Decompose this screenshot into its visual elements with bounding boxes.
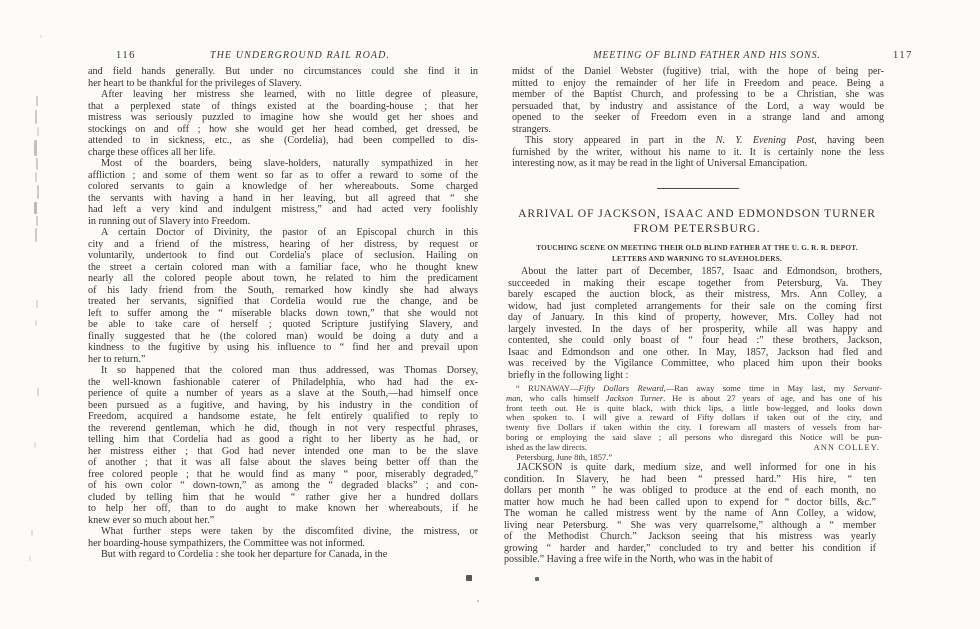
text-line: in running out of Slavery into Freedom.	[88, 215, 251, 227]
scan-artifact	[35, 172, 37, 182]
scan-artifact	[31, 530, 33, 536]
text-line: charge these offices all her life.	[88, 146, 216, 158]
scan-artifact	[37, 185, 39, 199]
text-line: After leaving her mistress she learned, with no little degree of pleasure,	[101, 89, 478, 100]
text-line: cluded by telling him that he would “ rather give her a hundred dollars	[88, 491, 478, 503]
page-number-left: 116	[116, 50, 136, 61]
text-line: left to suffer among the “ miserable blacks down town,” that she would not	[88, 307, 478, 319]
text-line: to help her off, than to do aught to make known her whereabouts, if he	[88, 503, 478, 514]
scan-artifact	[36, 96, 38, 106]
text-line: largely invested. In the days of her prosperity, while all was happy and	[508, 323, 882, 335]
text-line: “ RUNAWAY—Fifty Dollars Reward,—Ran away some time in May last, my Servant-	[516, 384, 882, 393]
section-subheading	[510, 243, 884, 264]
scan-artifact	[35, 228, 37, 242]
text-line: mistress was seriously puzzled to imagine how she would get her shoes and	[88, 112, 478, 123]
text-line: colored servants to gain a knowledge of her whereabouts. Some charged	[88, 181, 478, 192]
text-line: the street a certain colored man with a familiar face, who he thought knew	[88, 261, 478, 273]
text-line: JACKSON is quite dark, medium size, and well informed for one in his	[517, 462, 876, 473]
text-line: succeeded in making their escape together from Petersburg, Va. They	[508, 277, 882, 289]
notice-signature: ANN COLLEY.	[813, 442, 880, 452]
text-line: that a perplexed state of things existed at the boarding-house ; that her	[88, 100, 478, 112]
text-line: Petersburg, June 8th, 1857.”	[516, 452, 613, 462]
text-line: the well-known fashionable caterer of Philadelphia, who had had the ex-	[88, 376, 478, 388]
text-line: her heart to be thankful for the privileges of Slavery.	[88, 77, 302, 89]
text-line: kindness to the fugitive by using his influence to “ find her and prevail upon	[88, 342, 478, 353]
section-heading-line2: FROM PETERSBURG.	[633, 222, 761, 235]
text-line: contented, she could only boast of “ four head :” these brothers, Jackson,	[508, 335, 882, 346]
scan-artifact	[40, 35, 42, 38]
page-number-right: 117	[893, 50, 913, 61]
text-line: dollars per month ” he was obliged to produce at the end of each month, no	[504, 485, 876, 496]
scan-artifact	[466, 575, 472, 581]
text-line: stockings on and off ; how she would get her head combed, get dressed, be	[88, 123, 478, 135]
text-line: nearly all the colored people about town, he related to him the predicament	[88, 273, 478, 284]
scan-artifact	[29, 556, 31, 561]
text-line: widow, had just completed arrangements for their sale on the coming first	[508, 300, 882, 312]
running-title-right: MEETING OF BLIND FATHER AND HIS SONS.	[593, 50, 821, 61]
scan-artifact	[477, 600, 479, 602]
text-line: But with regard to Cordelia : she took her departure for Canada, in the	[101, 549, 388, 560]
text-line: Most of the boarders, being slave-holders, naturally sympathized in her	[101, 158, 478, 169]
scan-artifact	[37, 388, 39, 396]
text-line: the reverend gentleman, which he did, though in not very respectful phrases,	[88, 422, 478, 434]
text-line: Freedom, acquired a handsome estate, he felt entirely qualified to reply to	[88, 411, 478, 422]
text-line: About the latter part of December, 1857, Isaac and Edmondson, brothers,	[521, 266, 882, 277]
text-line: attended to in sickness, etc., as she (Cordelia), had been compelled to dis-	[88, 135, 478, 146]
running-title-left: THE UNDERGROUND RAIL ROAD.	[209, 50, 391, 61]
text-line: This story appeared in part in the N. Y. Evening Post, having been	[525, 135, 884, 146]
right-page-closing-text	[504, 462, 876, 566]
text-line: strangers.	[512, 123, 551, 135]
text-line: member of the Baptist Church, and professing to be a Christian, she was	[512, 89, 884, 100]
text-line: treated her servants, signified that Cordelia would rue the change, and be	[88, 296, 478, 307]
text-line: matter how much he had been called upon to expend for “ doctor bills, &c.”	[504, 496, 876, 508]
text-line: day of January. In this kind of property, however, Mrs. Colley had not	[508, 312, 882, 323]
text-line: It so happened that the colored man thus addressed, was Thomas Dorsey,	[101, 365, 478, 376]
scan-artifact	[36, 216, 38, 226]
scan-artifact	[34, 140, 37, 156]
text-line: living near Petersburg. “ She was very quarrelsome,” although a “ member	[504, 519, 876, 531]
section-divider-rule	[657, 188, 739, 189]
scan-artifact	[35, 110, 37, 124]
text-line: boring or employing the said slave ; all persons who disregard this Notice will be pun-	[506, 432, 882, 442]
section-subheading-line1: TOUCHING SCENE ON MEETING THEIR OLD BLIND FATHER AT THE U. G. R. R. DEPOT.	[536, 244, 858, 252]
text-line: city and a friend of the mistress, hearing of her distress, by request or	[88, 238, 478, 250]
text-line: of the Methodist Church.” Jackson seeing that his mistress was yearly	[504, 531, 876, 542]
text-line: perience of quite a number of years as a slave at the South,—had himself once	[88, 388, 478, 399]
text-line: The woman he called mistress went by the name of Ann Colley, a widow,	[504, 508, 876, 519]
left-page-header	[88, 50, 478, 64]
section-heading	[510, 206, 884, 236]
text-line: of his lady friend from the South, remarked how kindly she had always	[88, 284, 478, 296]
right-page-intro-text	[512, 66, 884, 170]
text-line: her mistress either ; that God had never intended one man to be the slave	[88, 445, 478, 457]
scan-artifact	[36, 300, 38, 308]
section-subheading-line2: LETTERS AND WARNING TO SLAVEHOLDERS.	[611, 254, 783, 263]
text-line: of his own color “ down-town,” as among the “ degraded blacks” ; and con-	[88, 480, 478, 491]
text-line: free colored people ; that he would find as many “ poor, miserably degraded,”	[88, 468, 478, 480]
text-line: was received by the Vigilance Committee, who placed him upon their books	[508, 358, 882, 369]
right-page-body-text	[508, 266, 882, 381]
text-line: growing “ harder and harder,” concluded to try and better his condition if	[504, 542, 876, 554]
runaway-notice-text	[506, 384, 882, 462]
text-line: her boarding-house sympathizers, the Committee was not informed.	[88, 537, 365, 549]
text-line: twenty five Dollars if taken within the city. I forewarn all masters of vessels from har-	[506, 423, 882, 433]
text-line: her to return.”	[88, 353, 146, 365]
text-line: What further steps were taken by the discomfited divine, the mistress, or	[101, 526, 478, 537]
text-line: possible.” Having a free wife in the North, who was in the habit of	[504, 554, 773, 565]
text-line: of another ; that it was all false about the slaves being better off than the	[88, 457, 478, 468]
text-line: the servants with having a hand in her leaving, but all agreed that “ she	[88, 192, 478, 204]
text-line: briefly in the following light :	[508, 369, 629, 381]
text-line: when spoken to. I will give a reward of Fifty dollars if taken out of the city, and	[506, 413, 882, 423]
right-page-header	[520, 50, 913, 64]
scan-artifact	[36, 158, 38, 170]
text-line: telling him that Cordelia had as good a right to her liberty as he had, or	[88, 434, 478, 445]
text-line: persuaded that, by industry and assistance of the Lord, a way would be	[512, 100, 884, 112]
text-line: had left a very kind and indulgent mistress,” and had acted very foolishly	[88, 204, 478, 215]
text-line: front teeth out. He is quite black, with thick lips, a little bow-legged, and looks down	[506, 403, 882, 413]
section-heading-line1: ARRIVAL OF JACKSON, ISAAC AND EDMONDSON TURNER	[518, 207, 876, 220]
text-line: interesting now, as it may be read in the light of Universal Emancipation.	[512, 158, 808, 169]
text-line: man, who calls himself Jackson Turner. He is about 27 years of age, and has one of his	[506, 393, 882, 403]
left-page-text	[88, 66, 478, 561]
text-line: furnished by the writer, without his name to it. It is certainly none the less	[512, 146, 884, 158]
text-line: voluntarily, undertook to find out Cordelia's place of seclusion. Hailing on	[88, 250, 478, 261]
text-line: condition. In Slavery, he had been “ pressed hard.” His hire, “ ten	[504, 473, 876, 485]
text-line: A certain Doctor of Divinity, the pastor of an Episcopal church in this	[101, 227, 478, 238]
text-line: be able to take care of herself ; quoted Scripture justifying Slavery, and	[88, 319, 478, 330]
text-line: finally suggested that he (the colored man) would be doing a duty and a	[88, 330, 478, 342]
scan-artifact	[37, 127, 39, 136]
scan-artifact	[35, 320, 37, 326]
text-line: been pursued as a fugitive, and having, by his industry in the condition of	[88, 399, 478, 411]
text-line: barely escaped the auction block, as their mistress, Mrs. Ann Colley, a	[508, 289, 882, 300]
text-line: Isaac and Edmondson and one other. In May, 1857, Jackson had fled and	[508, 346, 882, 358]
text-line: mitted to enjoy the remainder of her life in Freedom and peace. Being a	[512, 77, 884, 89]
text-line: midst of the Daniel Webster (fugitive) trial, with the hope of being per-	[512, 66, 884, 77]
text-line: affliction ; and some of them went so far as to offer a reward to some of the	[88, 169, 478, 181]
scan-artifact	[34, 202, 37, 214]
text-line: ished as the law directs. ANN COLLEY.	[506, 442, 880, 452]
scan-artifact	[34, 442, 36, 448]
scan-artifact	[535, 577, 539, 581]
text-line: knew ever so much about her.”	[88, 514, 215, 526]
text-line: and field hands generally. But under no circumstances could she find it in	[88, 66, 478, 77]
text-line: opened to the seeker of Freedom even in a strange land and among	[512, 112, 884, 123]
